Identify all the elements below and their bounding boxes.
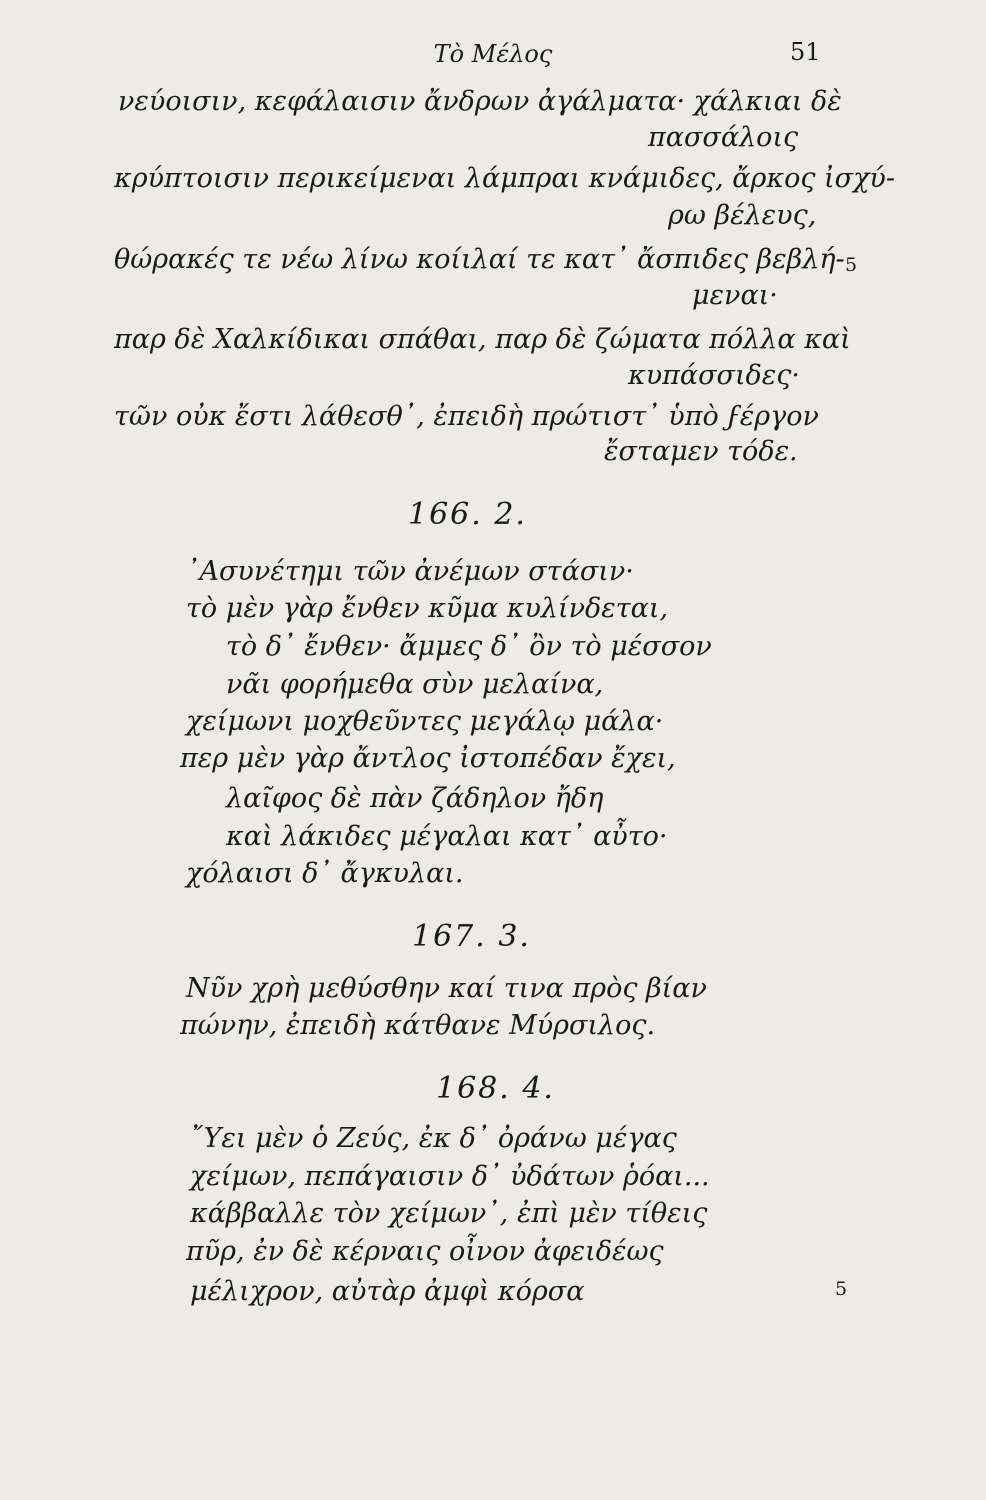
poem-line: πῦρ, ἐν δὲ κέρναις οἶνον ἀφειδέως xyxy=(186,1236,664,1267)
poem-line: ᾽Ασυνέτημι τῶν ἀνέμων στάσιν· xyxy=(186,556,634,587)
poem-line: χόλαισι δ᾽ ἄγκυλαι. xyxy=(186,858,464,889)
poem-line: κυπάσσιδες· xyxy=(628,360,800,391)
page-number: 51 xyxy=(790,38,821,66)
poem-line: νεύοισιν, κεφάλαισιν ἄνδρων ἀγάλματα· χάλκιαι δὲ xyxy=(118,86,842,117)
poem-line: κρύπτοισιν περικείμεναι λάμπραι κνάμιδες, ἄρκος ἰσχύ- xyxy=(114,163,895,194)
poem-line: τὸ μὲν γὰρ ἔνθεν κῦμα κυλίνδεται, xyxy=(186,593,669,624)
poem-line: μεναι· xyxy=(692,280,778,311)
poem-line: τὸ δ᾽ ἔνθεν· ἄμμες δ᾽ ὂν τὸ μέσσον xyxy=(226,631,712,662)
poem-line: ρω βέλευς, xyxy=(668,200,817,231)
fragment-heading: 167. 3. xyxy=(412,919,531,954)
line-number-marker: 5 xyxy=(835,1278,848,1300)
poem-line: περ μὲν γὰρ ἄντλος ἰστοπέδαν ἔχει, xyxy=(180,743,676,774)
poem-line: πώνην, ἐπειδὴ κάτθανε Μύρσιλος. xyxy=(180,1010,656,1041)
poem-line: χείμων, πεπάγαισιν δ᾽ ὐδάτων ῥόαι... xyxy=(190,1161,710,1192)
poem-line: ῎Υει μὲν ὁ Ζεύς, ἐκ δ᾽ ὀράνω μέγας xyxy=(190,1123,677,1154)
poem-line: ἔσταμεν τόδε. xyxy=(604,436,798,467)
fragment-heading: 168. 4. xyxy=(436,1071,555,1106)
poem-line: πασσάλοις xyxy=(648,122,799,153)
poem-line: λαῖφος δὲ πὰν ζάδηλον ἤδη xyxy=(226,783,604,814)
poem-line: Νῦν χρὴ μεθύσθην καί τινα πρὸς βίαν xyxy=(186,973,707,1004)
poem-line: κάββαλλε τὸν χείμων᾽, ἐπὶ μὲν τίθεις xyxy=(190,1198,708,1229)
poem-line: μέλιχρον, αὐτὰρ ἀμφὶ κόρσα xyxy=(190,1276,585,1307)
poem-line: χείμωνι μοχθεῦντες μεγάλῳ μάλα· xyxy=(186,706,664,737)
poem-line: τῶν οὐκ ἔστι λάθεσθ᾽, ἐπειδὴ πρώτιστ᾽ ὑπὸ ϝέργον xyxy=(114,401,819,432)
poem-line: θώρακές τε νέω λίνω κοίιλαί τε κατ᾽ ἄσπιδες βεβλή- xyxy=(114,244,845,275)
fragment-heading: 166. 2. xyxy=(408,497,527,532)
poem-line: καὶ λάκιδες μέγαλαι κατ᾽ αὖτο· xyxy=(226,821,668,852)
poem-line: νᾶι φορήμεθα σὺν μελαίνα, xyxy=(226,669,604,700)
running-head: Τὸ Μέλος xyxy=(433,40,553,68)
line-number-marker: 5 xyxy=(845,254,858,276)
poem-line: παρ δὲ Χαλκίδικαι σπάθαι, παρ δὲ ζώματα πόλλα καὶ xyxy=(114,324,851,355)
